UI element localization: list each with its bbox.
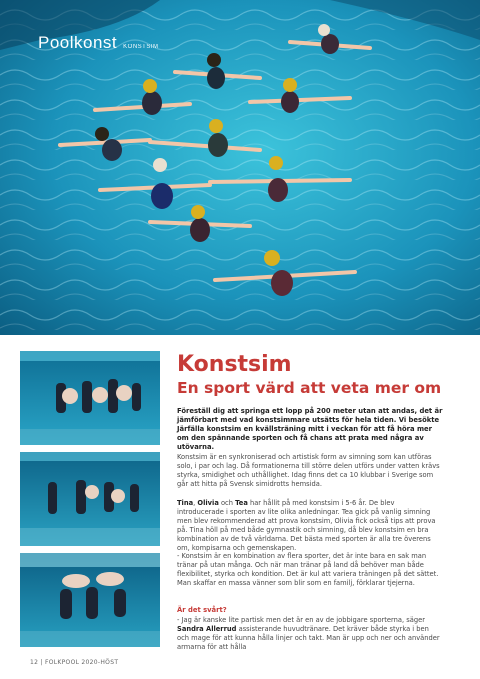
paragraph-2: Tina, Olivia och Tea har hållit på med konstsim i 5-6 år. De blev introducerade i sporten av lite olika anledningar. Tea gick på vanlig simning men blev rekommenderad att prova konstsim, Olivia fick också tips att prova på. Tina höll på med både gymnastik och simning, då blev konstsim en bra kombination av de två världarna. Det bästa med sporten är alla tre överens om, kompisarna och gemenskapen. - Konstsim är en kombination av flera sporter, det är inte bara en sak man tränar på utan många. Och när man tränar på land då behöver man både flexibilitet, styrka och kondition. Det är kul att variera träningen på det sättet. Man skaffar en massa vänner som blir som en familj, förklarar tjejerna. xyxy=(177,499,439,588)
name-olivia: Olivia xyxy=(197,499,219,507)
paragraph-2-quote: - Konstsim är en kombination av flera sporter, det är inte bara en sak man tränar på utan många. Och när man tränar på land då behöver man både flexibilitet, styrka och kondition. Det är kul att variera träningen på det sättet. Man skaffar en massa vänner som blir som en familj, förklarar tjejerna. xyxy=(177,552,439,588)
section-subtitle: KONSTSIM xyxy=(123,44,159,50)
thumbnail-photo-3 xyxy=(20,553,160,647)
section-title: Poolkonst xyxy=(38,33,118,52)
name-tea: Tea xyxy=(235,499,248,507)
article-title: Konstsim xyxy=(177,352,292,377)
paragraph-2-body: har hållit på med konstsim i 5-6 år. De blev introducerade i sporten av lite olika anledningar. Tea gick på vanlig simning men blev rekommenderad att prova konstsim, Olivia fick också tips att prova på. Tina höll på med både gymnastik och simning, då blev konstsim en bra kombination av de två världarna. Det bästa med sporten är alla tre överens om, kompisarna och gemenskapen. xyxy=(177,499,436,552)
page-footer: 12 | FOLKPOOL 2020-HÖST xyxy=(30,659,119,666)
paragraph-1: Konstsim är en synkroniserad och artistisk form av simning som kan utföras solo, i par och lag. Då formationerna till större delen utförs under vatten krävs styrka, smidighet och uthållighet. Idag finns det ca 10 klubbar i Sverige som går att hitta på Svensk simidrotts hemsida. xyxy=(177,453,440,488)
name-sandra: Sandra Allerrud xyxy=(177,624,237,633)
paragraph-3: - Jag är kanske lite partisk men det är en av de jobbigare sporterna, säger Sandra Allerrud assisterande huvudtränare. Det kräver både styrka i ben och mage för att kunna hålla linjer och takt. Man är upp och ner och använder armarna för att hålla xyxy=(177,616,440,651)
article-subtitle: En sport värd att veta mer om xyxy=(177,379,442,397)
subheading-question: Är det svårt? xyxy=(177,606,227,614)
article-lead: Föreställ dig att springa ett lopp på 200 meter utan att andas, det är jämförbart med vad konstsimmare utsätts för hela tiden. Vi besökte Järfälla konstsim en kvällsträning mitt i veckan för att få höra mer om den spännande sporten och få chans att prata med några av utövarna. xyxy=(177,407,443,451)
thumbnail-photo-2 xyxy=(20,452,160,546)
section-label xyxy=(38,33,159,53)
hero-pool-photo xyxy=(0,0,480,335)
name-tina: Tina xyxy=(177,499,194,507)
thumbnail-photo-1 xyxy=(20,351,160,445)
